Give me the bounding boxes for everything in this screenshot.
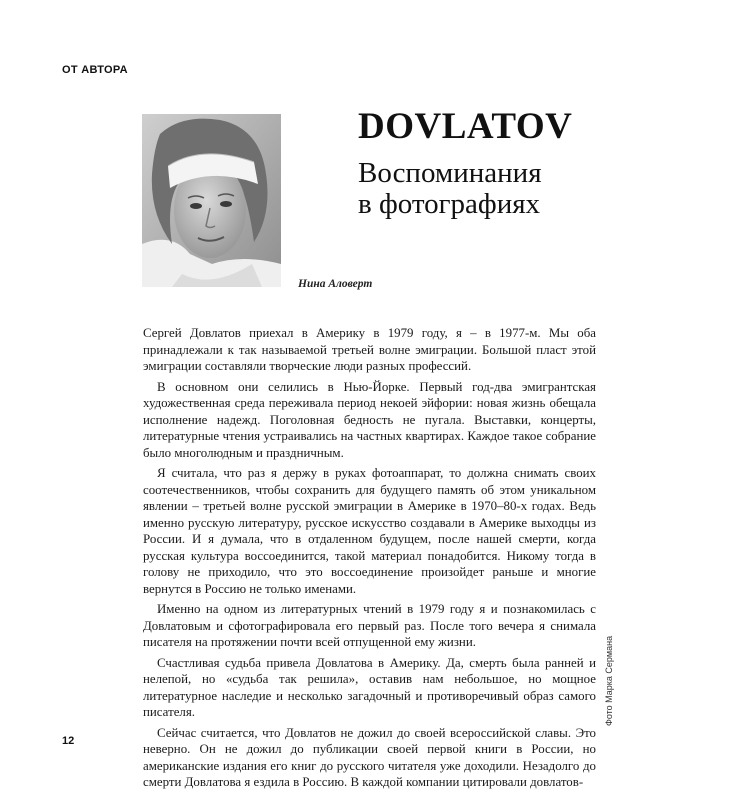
photo-caption: Нина Аловерт: [298, 278, 373, 290]
photo-credit: Фото Марка Сермана: [604, 635, 614, 726]
page-title: DOVLATOV: [358, 106, 573, 147]
subtitle-line-2: в фотографиях: [358, 188, 541, 220]
subtitle-line-1: Воспоминания: [358, 157, 542, 189]
paragraph-3: Я считала, что раз я держу в руках фотоаппарат, то должна снимать своих соотечественников, чтобы сохранить для будущего память об этом уникальном явлении – третьей волне русской эмиграции в Америке в 1970–80-х годах. Ведь именно русскую литературу, русское искусство создавали в Америке выходцы из России. И я думала, что в отдаленном будущем, после нашей смерти, когда русская культура воссоединится, такой материал понадобится. Никому тогда в голову не приходило, что это воссоединение произойдет раньше и многие вернутся в Россию не только именами.: [143, 466, 596, 596]
author-portrait-photo: [142, 114, 281, 287]
body-text: [143, 325, 596, 795]
paragraph-1: Сергей Довлатов приехал в Америку в 1979 году, я – в 1977-м. Мы оба принадлежали к так называемой третьей волне эмиграции. Большой пласт этой эмиграции составляли творческие люди разных профессий.: [143, 326, 596, 373]
paragraph-2: В основном они селились в Нью-Йорке. Первый год-два эмигрантская художественная среда переживала период некоей эйфории: новая жизнь обещала исполнение надежд. Поголовная бедность не пугала. Выставки, концерты, литературные чтения устраивались на частных квартирах. Каждое такое собрание было многолюдным и праздничным.: [143, 379, 596, 460]
paragraph-6: Сейчас считается, что Довлатов не дожил до своей всероссийской славы. Это неверно. Он не дожил до публикации своей первой книги в России, но американские издания его книг до русского читателя уже доходили. Незадолго до смерти Довлатова я ездила в Россию. В каждой компании цитировали довлатов-: [143, 725, 596, 789]
section-label: ОТ АВТОРА: [62, 64, 128, 76]
page-subtitle: [358, 158, 542, 220]
paragraph-4: Именно на одном из литературных чтений в 1979 году я и познакомилась с Довлатовым и сфотографировала его первый раз. После того вечера я снимала писателя на протяжении почти всей отпущенной ему жизни.: [143, 602, 596, 649]
page-number: 12: [62, 735, 75, 747]
paragraph-5: Счастливая судьба привела Довлатова в Америку. Да, смерть была ранней и нелепой, но «судьба так решила», оставив нам небольшое, но мощное литературное наследие и несколько загадочный и противоречивый образ самого писателя.: [143, 655, 596, 719]
